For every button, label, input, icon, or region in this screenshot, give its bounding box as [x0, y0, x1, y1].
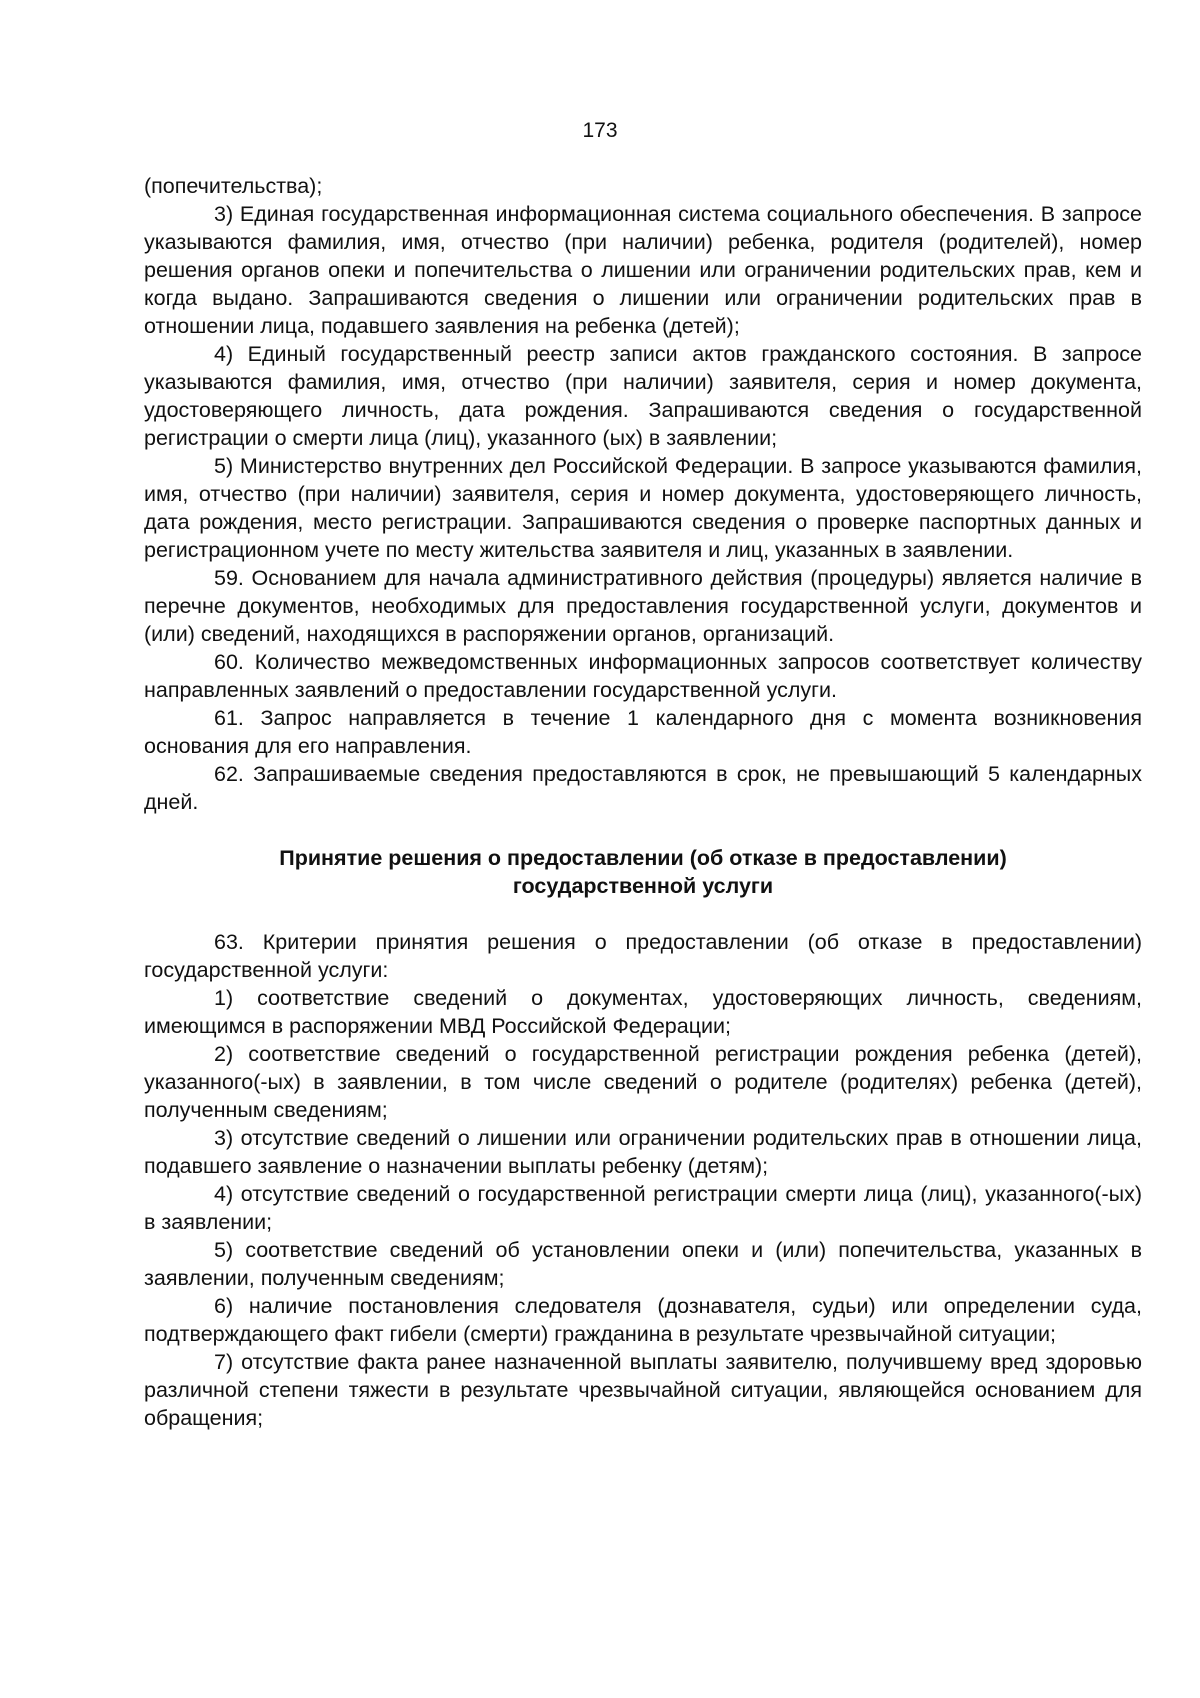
paragraph: 3) Единая государственная информационная система социального обеспечения. В запросе указываются фамилия, имя, отчество (при наличии) ребенка, родителя (родителей), номер решения органов опеки и попечительства о лишении или ограничении родительских прав, кем и когда выдано. Запрашиваются сведения о лишении или ограничении родительских прав в отношении лица, подавшего заявления на ребенка (детей);	[144, 202, 1142, 338]
section-heading	[144, 844, 1142, 900]
paragraph: 1) соответствие сведений о документах, удостоверяющих личность, сведениям, имеющимся в распоряжении МВД Российской Федерации;	[144, 986, 1142, 1038]
section-heading-line-1: Принятие решения о предоставлении (об отказе в предоставлении)	[279, 846, 1007, 870]
paragraph: 7) отсутствие факта ранее назначенной выплаты заявителю, получившему вред здоровью различной степени тяжести в результате чрезвычайной ситуации, являющейся основанием для обращения;	[144, 1350, 1142, 1430]
paragraph: 59. Основанием для начала административного действия (процедуры) является наличие в перечне документов, необходимых для предоставления государственной услуги, документов и (или) сведений, находящихся в распоряжении органов, организаций.	[144, 566, 1142, 646]
paragraph: 6) наличие постановления следователя (дознавателя, судьи) или определении суда, подтверждающего факт гибели (смерти) гражданина в результате чрезвычайной ситуации;	[144, 1294, 1142, 1346]
paragraph: 2) соответствие сведений о государственной регистрации рождения ребенка (детей), указанного(-ых) в заявлении, в том числе сведений о родителе (родителях) ребенка (детей), полученным сведениям;	[144, 1042, 1142, 1122]
page-number: 173	[582, 119, 618, 142]
section-heading-line-2: государственной услуги	[512, 874, 774, 898]
paragraph: 60. Количество межведомственных информационных запросов соответствует количеству направленных заявлений о предоставлении государственной услуги.	[144, 650, 1142, 702]
paragraph: 61. Запрос направляется в течение 1 календарного дня с момента возникновения основания для его направления.	[144, 706, 1142, 758]
document-body	[144, 172, 1142, 1432]
paragraph: 62. Запрашиваемые сведения предоставляются в срок, не превышающий 5 календарных дней.	[144, 762, 1142, 814]
paragraph: 3) отсутствие сведений о лишении или ограничении родительских прав в отношении лица, подавшего заявление о назначении выплаты ребенку (детям);	[144, 1126, 1142, 1178]
paragraph: 63. Критерии принятия решения о предоставлении (об отказе в предоставлении) государственной услуги:	[144, 930, 1142, 982]
paragraph: 4) Единый государственный реестр записи актов гражданского состояния. В запросе указываются фамилия, имя, отчество (при наличии) заявителя, серия и номер документа, удостоверяющего личность, дата рождения. Запрашиваются сведения о государственной регистрации о смерти лица (лиц), указанного (ых) в заявлении;	[144, 342, 1142, 450]
paragraph: 5) соответствие сведений об установлении опеки и (или) попечительства, указанных в заявлении, полученным сведениям;	[144, 1238, 1142, 1290]
paragraph: (попечительства);	[144, 174, 323, 198]
paragraph: 5) Министерство внутренних дел Российской Федерации. В запросе указываются фамилия, имя, отчество (при наличии) заявителя, серия и номер документа, удостоверяющего личность, дата рождения, место регистрации. Запрашиваются сведения о проверке паспортных данных и регистрационном учете по месту жительства заявителя и лиц, указанных в заявлении.	[144, 454, 1142, 562]
paragraph: 4) отсутствие сведений о государственной регистрации смерти лица (лиц), указанного(-ых) в заявлении;	[144, 1182, 1142, 1234]
